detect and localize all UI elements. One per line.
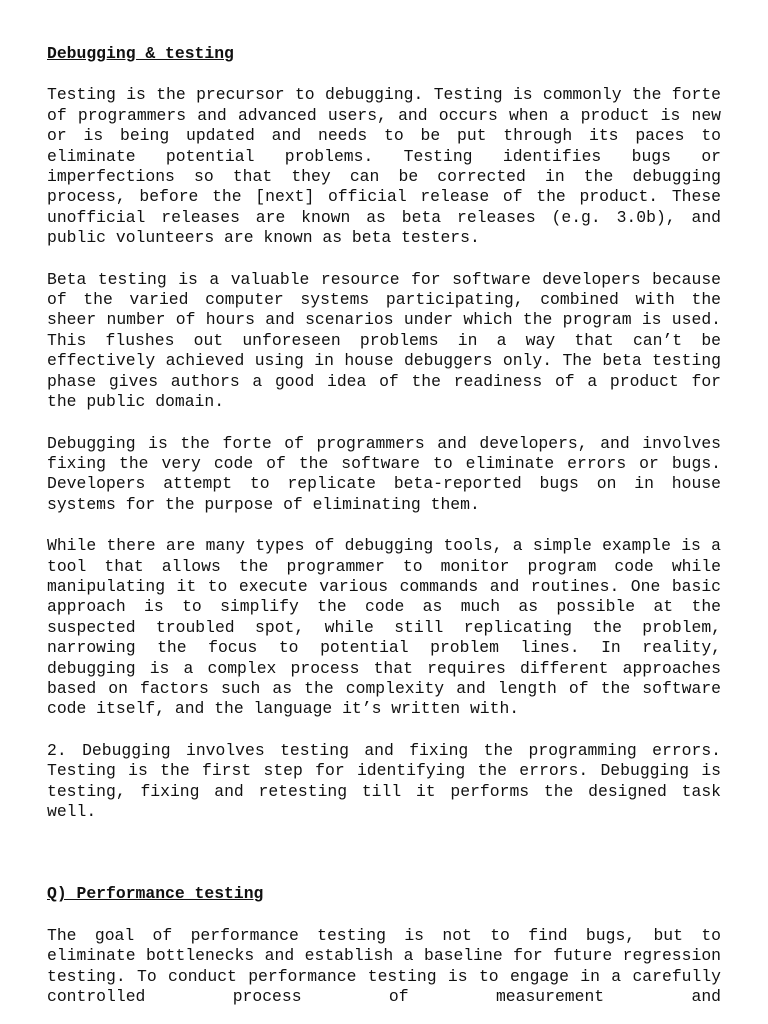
- paragraph-debugging-forte: Debugging is the forte of programmers and developers, and involves fixing the very code of the software to eliminate errors or bugs. Developers attempt to replicate beta-reported bugs on in house systems for the purpose of eliminating them.: [47, 433, 721, 514]
- paragraph-debugging-summary: 2. Debugging involves testing and fixing the programming errors. Testing is the first step for identifying the errors. Debugging is testing, fixing and retesting till it performs the designed task well.: [47, 740, 721, 821]
- paragraph-performance-goal: The goal of performance testing is not to find bugs, but to eliminate bottlenecks and establish a baseline for future regression testing. To conduct performance testing is to engage in a carefully controlled process of measurement and: [47, 925, 721, 1007]
- paragraph-testing-precursor: Testing is the precursor to debugging. Testing is commonly the forte of programmers and advanced users, and occurs when a product is new or is being updated and needs to be put through its paces to eliminate potential problems. Testing identifies bugs or imperfections so that they can be corrected in the debugging process, before the [next] official release of the product. These unofficial releases are known as beta releases (e.g. 3.0b), and public volunteers are known as beta testers.: [47, 85, 721, 248]
- paragraph-beta-testing: Beta testing is a valuable resource for software developers because of the varied computer systems participating, combined with the sheer number of hours and scenarios under which the program is used. This flushes out unforeseen problems in a way that can’t be effectively achieved using in house debuggers only. The beta testing phase gives authors a good idea of the readiness of a product for the public domain.: [47, 269, 721, 412]
- section-heading-performance-testing: Q) Performance testing: [47, 884, 264, 904]
- paragraph-debugging-tools: While there are many types of debugging tools, a simple example is a tool that allows the programmer to monitor program code while manipulating it to execute various commands and routines. One basic approach is to simplify the code as much as possible at the suspected troubled spot, while still replicating the problem, narrowing the focus to potential problem lines. In reality, debugging is a complex process that requires different approaches based on factors such as the complexity and length of the software code itself, and the language it’s written with.: [47, 536, 721, 719]
- document-page: [47, 44, 721, 1007]
- section-heading-debugging: Debugging & testing: [47, 44, 234, 63]
